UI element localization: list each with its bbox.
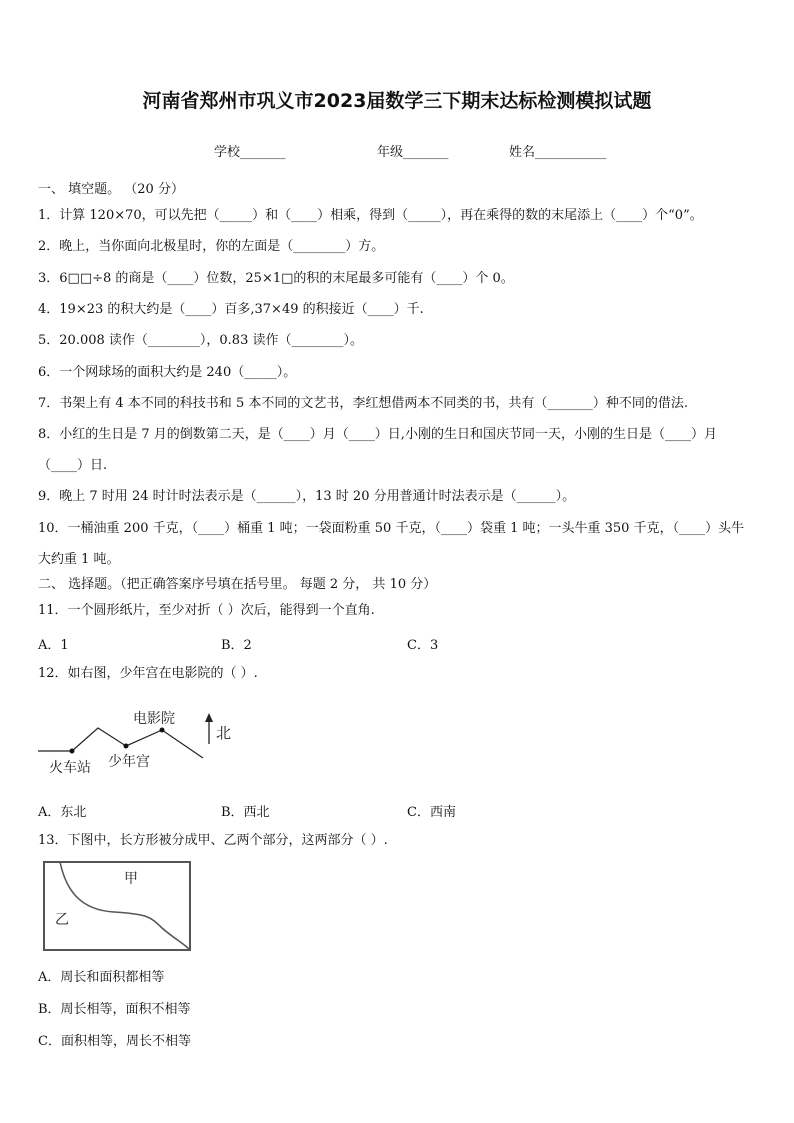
cinema-label: 电影院 (133, 711, 175, 727)
name-field: 姓名___________ (509, 145, 607, 160)
q12-option-b: B．西北 (221, 805, 270, 820)
question-10: 10．一桶油重 200 千克，（____）桶重 1 吨；一袋面粉重 50 千克，（____）袋重 1 吨；一头牛重 350 千克，（____）头牛大约重 1 吨。 (38, 521, 745, 567)
rectangle-outline (44, 862, 190, 950)
q11-option-a: A．1 (38, 638, 69, 653)
north-label: 北 (216, 724, 232, 742)
question-1: 1．计算 120×70，可以先把（_____）和（____）相乘，得到（_____），再在乘得的数的末尾添上（____）个“0”。 (38, 208, 703, 223)
section1-heading: 一、 填空题。 （20 分） (38, 182, 184, 197)
section2-heading: 二、 选择题。（把正确答案序号填在括号里。 每题 2 分， 共 10 分） (38, 577, 437, 592)
yi-label: 乙 (55, 912, 69, 928)
question-3: 3．6□□÷8 的商是（____）位数，25×1□的积的末尾最多可能有（____）个 0。 (38, 271, 514, 286)
grade-field: 年级_______ (377, 145, 449, 160)
cinema-dot (160, 728, 165, 733)
question-12: 12．如右图，少年宫在电影院的（ ）. (38, 666, 258, 681)
jia-label: 甲 (124, 871, 138, 887)
youth-palace-dot (124, 744, 129, 749)
north-arrow-head (205, 713, 213, 722)
school-field: 学校_______ (214, 145, 286, 160)
question-5: 5．20.008 读作（________），0.83 读作（________）。 (38, 333, 363, 348)
question-9: 9．晚上 7 时用 24 时计时法表示是（______），13 时 20 分用普通计时法表示是（______）。 (38, 489, 576, 504)
question-6: 6．一个网球场的面积大约是 240（_____）。 (38, 365, 297, 380)
station-dot (70, 749, 75, 754)
q13-option-c: C．面积相等，周长不相等 (38, 1034, 191, 1049)
q12-option-a: A．东北 (38, 805, 87, 820)
question-2: 2．晚上，当你面向北极星时，你的左面是（________）方。 (38, 239, 385, 254)
question-11: 11．一个圆形纸片，至少对折（ ）次后，能得到一个直角. (38, 603, 375, 618)
question-7: 7．书架上有 4 本不同的科技书和 5 本不同的文艺书，李红想借两本不同类的书，共有（_______）种不同的借法. (38, 396, 688, 411)
question-8: 8．小红的生日是 7 月的倒数第二天，是（____）月（____）日,小刚的生日和国庆节同一天，小刚的生日是（____）月（____）日. (38, 427, 717, 473)
q13-rectangle-figure (42, 860, 194, 954)
question-4: 4．19×23 的积大约是（____）百多,37×49 的积接近（____）千. (38, 302, 424, 317)
q11-option-b: B．2 (221, 638, 252, 653)
station-label: 火车站 (49, 760, 91, 776)
page-title: 河南省郑州市巩义市2023届数学三下期末达标检测模拟试题 (142, 90, 652, 112)
question-13: 13．下图中，长方形被分成甲、乙两个部分，这两部分（ ）. (38, 833, 388, 848)
q13-option-a: A．周长和面积都相等 (38, 970, 165, 985)
youth-palace-label: 少年宫 (108, 754, 150, 770)
q12-map-figure (36, 700, 246, 782)
q13-option-b: B．周长相等，面积不相等 (38, 1002, 191, 1017)
q11-option-c: C．3 (407, 638, 439, 653)
q12-option-c: C．西南 (407, 805, 456, 820)
